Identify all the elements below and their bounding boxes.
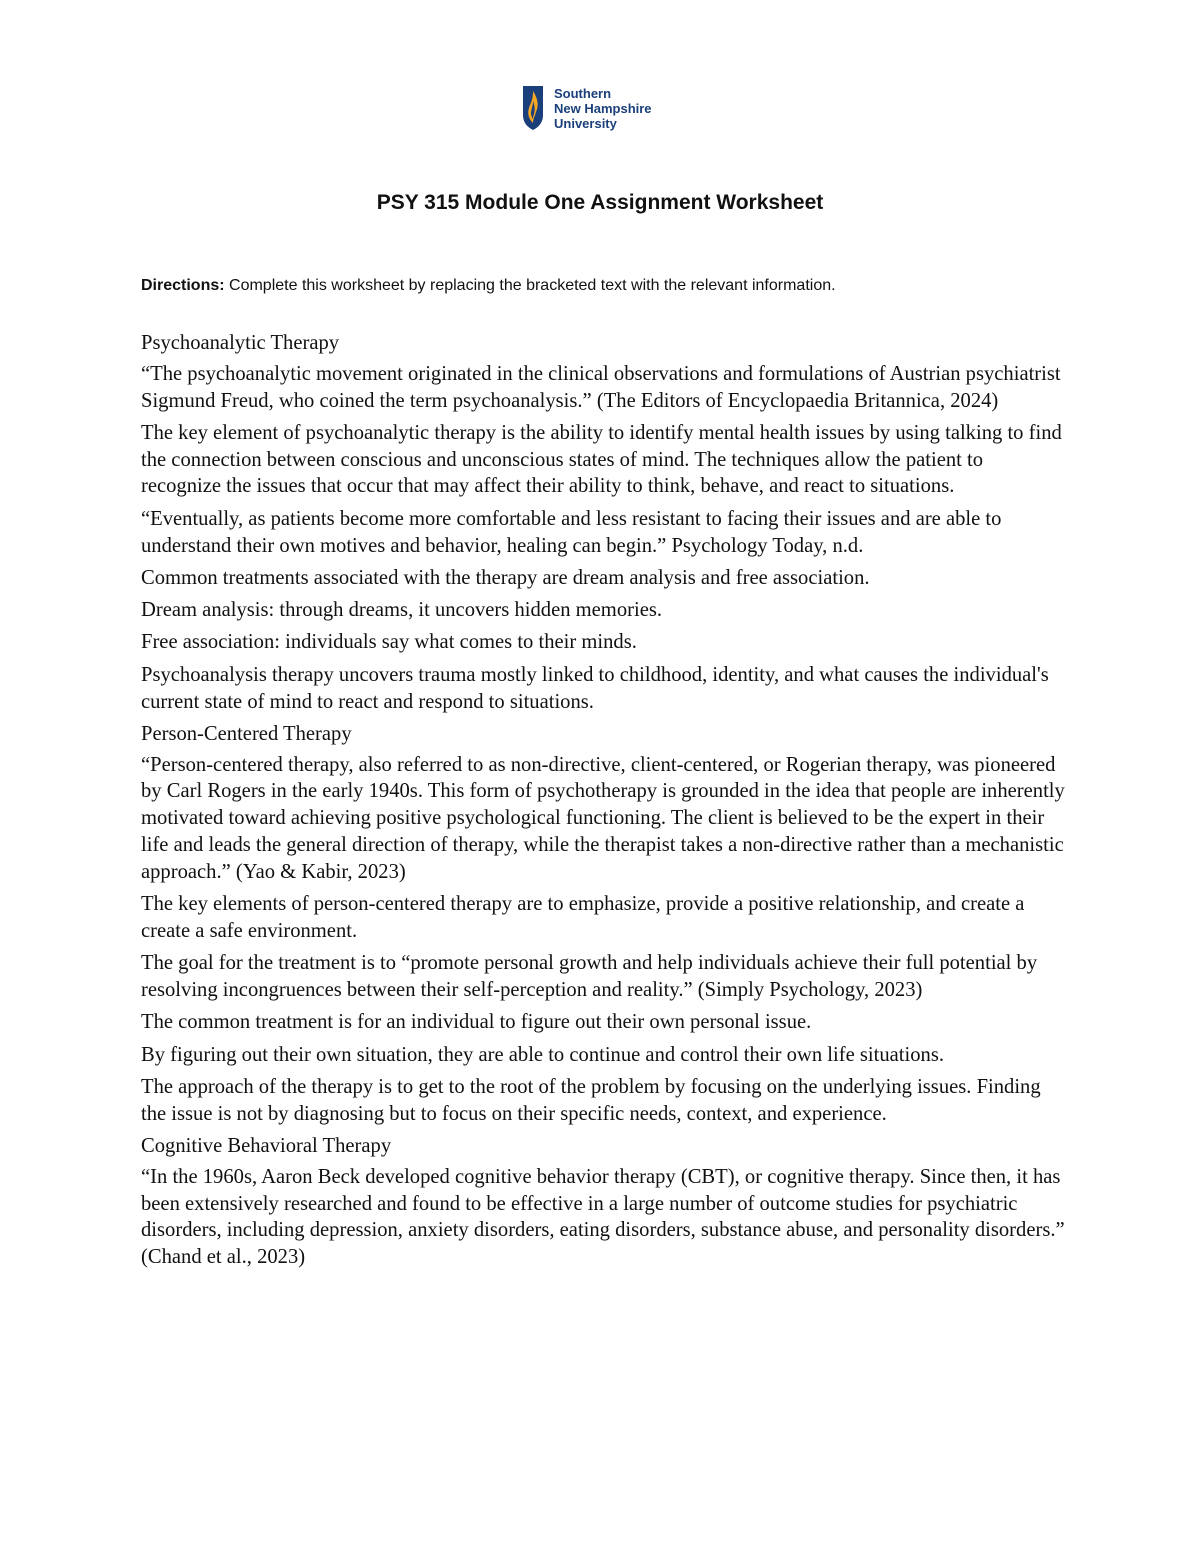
section-heading: Psychoanalytic Therapy — [141, 332, 340, 354]
directions-text: Complete this worksheet by replacing the bracketed text with the relevant information. — [224, 277, 836, 294]
logo-wordmark — [554, 86, 652, 131]
logo-line: Southern — [554, 85, 612, 101]
paragraph: The approach of the therapy is to get to the root of the problem by focusing on the underlying issues. Finding the issue is not by diagnosing but to focus on their specific needs, context, and experience. — [141, 1075, 1041, 1125]
university-logo — [522, 84, 652, 132]
paragraph: By figuring out their own situation, they are able to continue and control their own life situations. — [141, 1043, 944, 1066]
paragraph: “Eventually, as patients become more comfortable and less resistant to facing their issues and are able to understand their own motives and behavior, healing can begin.” Psychology Today, n.d. — [141, 507, 1002, 557]
paragraph: The goal for the treatment is to “promote personal growth and help individuals achieve their full potential by resolving incongruences between their self-perception and reality.” (Simply Psychology, 2023) — [141, 952, 1038, 1002]
worksheet-body — [141, 330, 1066, 1277]
paragraph: The key elements of person-centered therapy are to emphasize, provide a positive relationship, and create a create a safe environment. — [141, 893, 1025, 942]
paragraph: “The psychoanalytic movement originated in the clinical observations and formulations of Austrian psychiatrist Sigmund Freud, who coined the term psychoanalysis.” (The Editors of Encyclopaedia Britannica, 2024) — [141, 362, 1061, 412]
paragraph: Free association: individuals say what comes to their minds. — [141, 631, 637, 654]
logo-line: University — [554, 115, 617, 131]
paragraph: “Person-centered therapy, also referred to as non-directive, client-centered, or Rogerian therapy, was pioneered by Carl Rogers in the early 1940s. This form of psychotherapy is grounded in the idea that people are inherently motivated toward achieving positive psychological functioning. The client is believed to be the expert in their life and leads the general direction of therapy, while the therapist takes a non-directive rather than a mechanistic approach.” (Yao & Kabir, 2023) — [141, 753, 1065, 883]
paragraph: The common treatment is for an individual to figure out their own personal issue. — [141, 1011, 812, 1034]
snhu-shield-flame-icon — [522, 85, 544, 131]
paragraph: Dream analysis: through dreams, it uncovers hidden memories. — [141, 599, 663, 622]
paragraph: Psychoanalysis therapy uncovers trauma mostly linked to childhood, identity, and what causes the individual's current state of mind to react and respond to situations. — [141, 663, 1049, 713]
section-heading: Person-Centered Therapy — [141, 722, 352, 745]
page-title: PSY 315 Module One Assignment Worksheet — [376, 191, 824, 214]
logo-line: New Hampshire — [554, 100, 652, 116]
section-heading: Cognitive Behavioral Therapy — [141, 1135, 392, 1158]
directions-label: Directions: — [141, 277, 225, 294]
paragraph: Common treatments associated with the therapy are dream analysis and free association. — [141, 566, 870, 589]
directions-line — [141, 274, 1071, 298]
paragraph: The key element of psychoanalytic therapy is the ability to identify mental health issues by using talking to find the connection between conscious and unconscious states of mind. The techniques allow the patient to recognize the issues that occur that may affect their ability to think, behave, and react to situations. — [141, 421, 1062, 498]
paragraph: “In the 1960s, Aaron Beck developed cognitive behavior therapy (CBT), or cognitive therapy. Since then, it has been extensively researched and found to be effective in a large number of outcome studies for psychiatric disorders, including depression, anxiety disorders, eating disorders, substance abuse, and personality disorders.” (Chand et al., 2023) — [141, 1165, 1065, 1269]
